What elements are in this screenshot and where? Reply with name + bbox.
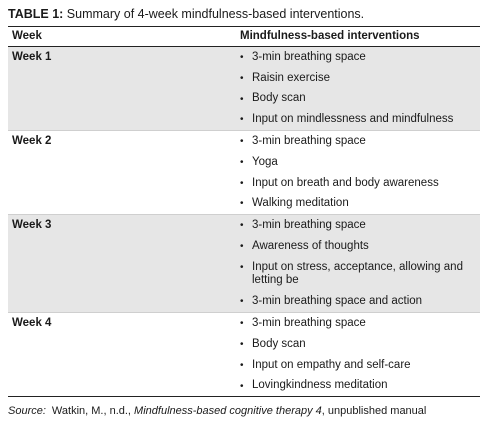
intervention-list — [240, 131, 480, 214]
bullet-icon: • — [240, 52, 244, 63]
table-row — [8, 131, 480, 215]
list-item — [240, 173, 480, 194]
intervention-list — [240, 313, 480, 396]
week-cell: Week 1 — [12, 51, 52, 63]
intervention-list — [240, 47, 480, 130]
week-cell: Week 3 — [12, 219, 52, 232]
list-item — [240, 355, 480, 376]
document-page — [8, 6, 480, 418]
list-item — [240, 291, 480, 312]
list-item-text: 3-min breathing space — [252, 219, 366, 232]
list-item — [240, 376, 480, 397]
bullet-icon: • — [240, 359, 244, 371]
bullet-icon: • — [240, 262, 244, 274]
list-item — [240, 109, 480, 130]
list-item — [240, 47, 480, 68]
list-item-text: Input on mindlessness and mindfulness — [252, 113, 454, 126]
week-cell: Week 2 — [12, 135, 52, 148]
interventions-cell — [240, 47, 480, 130]
table-row — [8, 313, 480, 396]
list-item — [240, 334, 480, 355]
table-caption-label: TABLE 1: — [8, 7, 64, 21]
source-author: Watkin, M., n.d., — [51, 405, 135, 418]
bullet-icon: • — [240, 318, 244, 330]
list-item — [240, 152, 480, 173]
list-item — [240, 257, 470, 291]
source-rest: , unpublished manual — [321, 405, 427, 418]
bullet-icon: • — [240, 177, 244, 189]
list-item-text: Input on empathy and self-care — [252, 358, 411, 371]
bullet-icon: • — [240, 380, 244, 392]
list-item-text: Walking meditation — [252, 197, 349, 210]
list-item-text: 3-min breathing space — [252, 50, 366, 63]
table-header-row — [8, 27, 480, 47]
table-row — [8, 215, 480, 313]
list-item-text: Input on breath and body awareness — [252, 176, 439, 189]
list-item-text: Body scan — [252, 337, 306, 350]
bullet-icon: • — [240, 241, 244, 253]
bullet-icon: • — [240, 136, 244, 148]
list-item-text: 3-min breathing space and action — [252, 295, 423, 308]
bullet-icon: • — [240, 93, 244, 105]
interventions-cell — [240, 131, 480, 214]
bullet-icon: • — [240, 339, 244, 351]
list-item — [240, 215, 480, 236]
list-item-text: Body scan — [252, 92, 306, 105]
table-row — [8, 47, 480, 131]
list-item-text: Raisin exercise — [252, 71, 330, 84]
table-caption-text: Summary of 4-week mindfulness-based interventions. — [63, 7, 365, 21]
bullet-icon: • — [240, 72, 244, 84]
bullet-icon: • — [240, 198, 244, 210]
list-item-text: Input on stress, acceptance, allowing and letting be — [252, 261, 463, 287]
source-title: Mindfulness-based cognitive therapy 4 — [134, 405, 322, 418]
bullet-icon: • — [240, 114, 244, 126]
bullet-icon: • — [240, 296, 244, 308]
interventions-cell — [240, 215, 480, 312]
list-item-text: Lovingkindness meditation — [252, 379, 388, 392]
header-week: Week — [12, 30, 42, 42]
intervention-list — [240, 215, 480, 312]
header-interventions: Mindfulness-based interventions — [240, 30, 420, 42]
bullet-icon: • — [240, 156, 244, 168]
table-bottom-rule — [8, 396, 480, 397]
source-label: Source: — [8, 405, 46, 418]
bullet-icon: • — [240, 220, 244, 232]
list-item-text: Awareness of thoughts — [252, 240, 369, 253]
list-item — [240, 68, 480, 89]
list-item — [240, 236, 480, 257]
interventions-cell — [240, 313, 480, 396]
list-item-text: Yoga — [252, 155, 278, 168]
list-item-text: 3-min breathing space — [252, 317, 366, 330]
table-caption — [8, 6, 480, 22]
week-cell: Week 4 — [12, 317, 52, 330]
list-item — [240, 89, 480, 110]
list-item — [240, 131, 480, 152]
source-note — [8, 404, 480, 418]
list-item — [240, 313, 480, 334]
list-item — [240, 193, 480, 214]
list-item-text: 3-min breathing space — [252, 135, 366, 148]
